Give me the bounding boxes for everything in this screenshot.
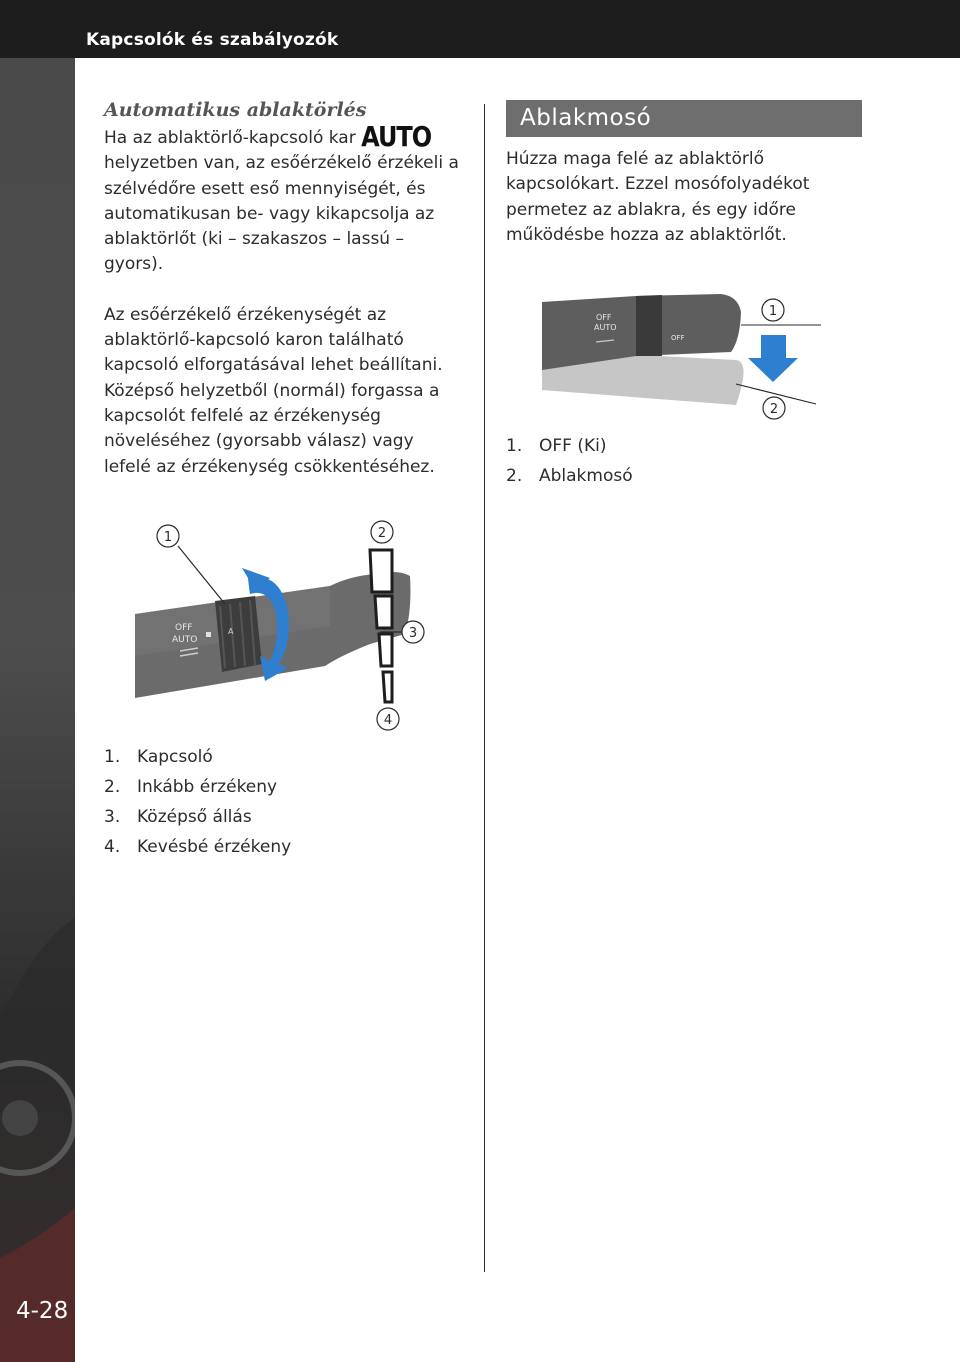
subheading-auto-wiper: Automatikus ablaktörlés [104, 99, 367, 121]
lever-off-label: OFF [175, 623, 193, 633]
lever-auto-label: AUTO [172, 635, 198, 645]
svg-text:3: 3 [408, 626, 418, 641]
paragraph-washer: Húzza maga felé az ablaktörlő kapcsolókart. Ezzel mosófolyadékot permetez az ablakra, és egy időre működésbe hozza az ablaktörlőt. [506, 149, 810, 245]
side-photo-strip [0, 58, 75, 1362]
paragraph-auto-wiper [104, 120, 464, 278]
left-column [104, 98, 464, 480]
list-item: 2. Ablakmosó [506, 466, 633, 486]
svg-text:2: 2 [769, 402, 779, 417]
header-title: Kapcsolók és szabályozók [86, 30, 339, 50]
list-item: 4. Kevésbé érzékeny [104, 837, 292, 857]
para1-start: Ha az ablaktörlő-kapcsoló kar [104, 128, 356, 148]
dial-ring-icon [636, 295, 662, 356]
lever-auto-label: AUTO [594, 323, 617, 332]
dial-mark-label: A [228, 627, 234, 636]
list-item: 1. Kapcsoló [104, 747, 213, 767]
para1-rest: helyzetben van, az esőérzékelő érzékeli a szélvédőre esett eső mennyiségét, és automatikusan be- vagy kikapcsolja az ablaktörlőt (ki – szakaszos – lassú – gyors). [104, 153, 459, 275]
page-header [0, 0, 960, 58]
sensitivity-bar-low [383, 672, 392, 702]
sensitivity-switch-figure [130, 516, 440, 736]
right-legend-list [506, 431, 633, 491]
paragraph-sensitivity: Az esőérzékelő érzékenységét az ablaktörlő-kapcsoló karon található kapcsoló elforgatásával lehet beállítani. Középső helyzetből (normál) forgassa a kapcsolót felfelé az érzékenység növeléséhez (gyorsabb válasz) vagy lefelé az érzékenység csökkentéséhez. [104, 304, 443, 477]
sensitivity-bar-mid-high [375, 596, 392, 628]
dashboard-photo [0, 58, 75, 1362]
section-title-washer: Ablakmosó [506, 100, 862, 137]
list-item: 3. Középső állás [104, 807, 252, 827]
svg-text:1: 1 [163, 530, 173, 545]
list-item: 1. OFF (Ki) [506, 436, 607, 456]
washer-figure [536, 290, 826, 426]
sensitivity-bar-high [370, 550, 392, 592]
pull-arrow-icon [748, 335, 798, 382]
left-legend-list [104, 742, 291, 862]
lever-off-label: OFF [596, 313, 612, 322]
right-column [506, 100, 862, 248]
list-item: 2. Inkább érzékeny [104, 777, 278, 797]
column-divider [484, 104, 485, 1272]
auto-symbol: AUTO [361, 120, 432, 154]
svg-text:2: 2 [377, 526, 387, 541]
svg-text:1: 1 [768, 304, 778, 319]
page-number: 4-28 [16, 1298, 69, 1324]
lever-off2-label: OFF [671, 334, 685, 342]
sensitivity-bar-mid-low [379, 634, 392, 666]
svg-text:4: 4 [383, 713, 393, 728]
